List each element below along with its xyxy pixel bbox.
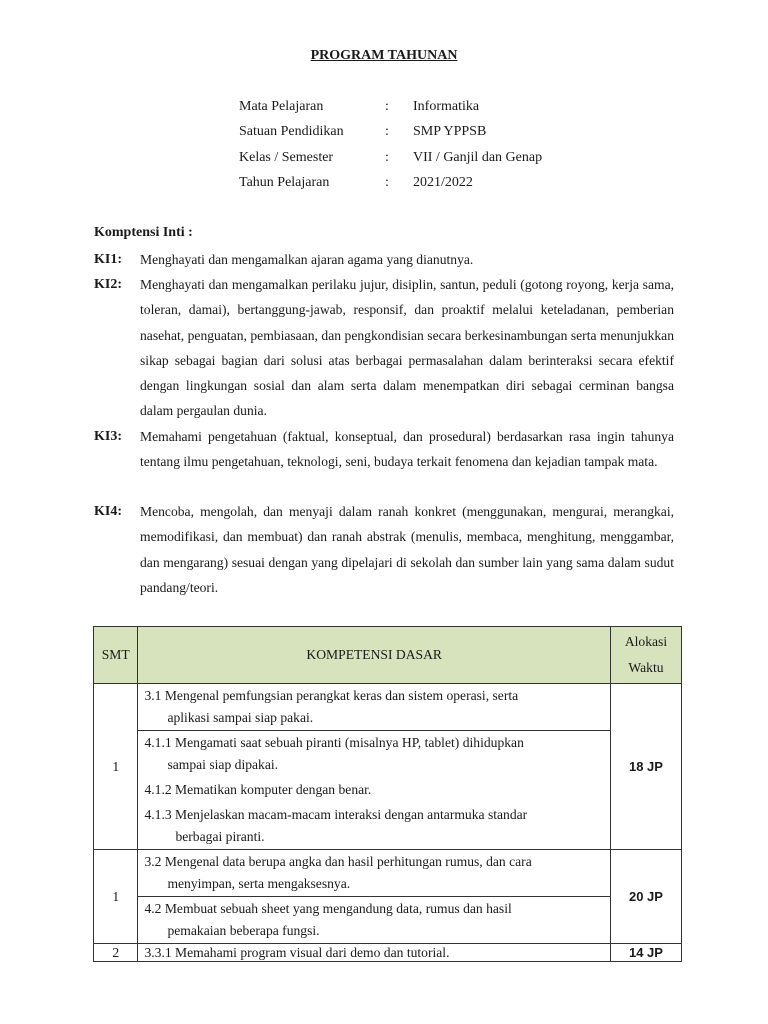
header-alokasi-line2: Waktu: [628, 660, 664, 675]
info-row-school: [239, 123, 542, 148]
header-kompetensi-dasar: KOMPETENSI DASAR: [138, 627, 611, 684]
table-header-row: [94, 627, 682, 684]
ki-code: KI2:: [94, 277, 122, 292]
ki-code: KI1:: [94, 252, 122, 267]
ki-code: KI4:: [94, 504, 122, 519]
header-alokasi-waktu: [610, 627, 681, 684]
info-colon: :: [385, 99, 389, 114]
cell-alokasi: 18 JP: [610, 684, 681, 850]
cell-smt: 1: [94, 850, 138, 944]
info-row-subject: [239, 98, 542, 123]
kd-item-continuation: aplikasi sampai siap pakai.: [167, 710, 314, 725]
header-smt: SMT: [94, 627, 138, 684]
info-colon: :: [385, 149, 389, 165]
ki-text: Menghayati dan mengamalkan ajaran agama yang dianutnya.: [140, 252, 474, 267]
info-row-class: [239, 149, 542, 174]
kd-item-text: 4.1.3 Menjelaskan macam-macam interaksi dengan antarmuka standar: [144, 807, 528, 822]
ki-text: Mencoba, mengolah, dan menyaji dalam ranah konkret (menggunakan, mengurai, merangkai, memodifikasi, dan membuat) dan ranah abstrak (menulis, membaca, menghitung, menggambar, dan mengarang) sesuai dengan yang dipelajari di sekolah dan sumber lain yang sama dalam sudut pandang/teori.: [140, 504, 674, 595]
kd-item-continuation: menyimpan, serta mengaksesnya.: [167, 876, 351, 891]
cell-alokasi: 14 JP: [610, 944, 681, 962]
cell-kompetensi: [138, 850, 611, 944]
info-label: Tahun Pelajaran: [239, 174, 330, 190]
cell-alokasi: 20 JP: [610, 850, 681, 944]
cell-kompetensi: [138, 684, 611, 850]
kd-item: [138, 730, 610, 849]
ki-item: [94, 499, 674, 600]
kd-item-continuation: pemakaian beberapa fungsi.: [167, 923, 320, 938]
kd-item-text: 4.1.1 Mengamati saat sebuah piranti (misalnya HP, tablet) dihidupkan: [144, 735, 524, 750]
document-title: PROGRAM TAHUNAN: [310, 48, 458, 63]
cell-smt: 2: [94, 944, 138, 962]
info-label: Satuan Pendidikan: [239, 124, 344, 140]
kd-item: [138, 896, 610, 943]
info-colon: :: [385, 124, 389, 140]
info-label: Mata Pelajaran: [239, 99, 324, 114]
table-row: [94, 850, 682, 944]
kd-item: [138, 684, 610, 730]
info-value: Informatika: [413, 99, 480, 114]
info-row-year: [239, 174, 542, 199]
table-row: [94, 684, 682, 850]
kd-item-text: 3.3.1 Memahami program visual dari demo dan tutorial.: [144, 944, 450, 960]
info-value: VII / Ganjil dan Genap: [413, 149, 543, 165]
info-colon: :: [385, 174, 389, 190]
ki-heading: Komptensi Inti :: [94, 225, 193, 240]
info-block: [239, 98, 542, 199]
header-alokasi-line1: Alokasi: [624, 634, 668, 649]
ki-item: [94, 272, 674, 424]
ki-code: KI3:: [94, 429, 122, 444]
ki-text: Menghayati dan mengamalkan perilaku jujur, disiplin, santun, peduli (gotong royong, kerja sama, toleran, damai), bertanggung-jawab, responsif, dan proaktif melalui keteladanan, pemberian nasehat, penguatan, pembiasaan, dan pengkondisian secara berkesinambungan serta menunjukkan sikap sebagai bagian dari solusi atas berbagai permasalahan dalam berinteraksi secara efektif dengan lingkungan sosial dan alam serta dalam menempatkan diri sebagai cerminan bangsa dalam pergaulan dunia.: [140, 277, 674, 419]
info-value: SMP YPPSB: [413, 124, 487, 140]
ki-text: Memahami pengetahuan (faktual, konseptual, dan prosedural) berdasarkan rasa ingin tahunya tentang ilmu pengetahuan, teknologi, seni, budaya terkait fenomena dan kejadian tampak mata.: [140, 429, 674, 470]
info-label: Kelas / Semester: [239, 149, 334, 165]
ki-item: [94, 247, 674, 272]
cell-kompetensi: [138, 944, 611, 962]
table-row: [94, 944, 682, 962]
kd-item-text: 4.1.2 Mematikan komputer dengan benar.: [144, 782, 372, 797]
kd-item-continuation: berbagai piranti.: [175, 829, 265, 844]
kd-item-text: 3.2 Mengenal data berupa angka dan hasil perhitungan rumus, dan cara: [144, 854, 532, 869]
info-value: 2021/2022: [413, 174, 473, 190]
kompetensi-table: [93, 626, 682, 962]
kd-item-text: 3.1 Mengenal pemfungsian perangkat keras dan sistem operasi, serta: [144, 688, 519, 703]
kd-item: [138, 850, 610, 896]
kd-item-continuation: sampai siap dipakai.: [167, 757, 279, 772]
ki-item: [94, 424, 674, 475]
kd-item-text: 4.2 Membuat sebuah sheet yang mengandung data, rumus dan hasil: [144, 901, 512, 916]
cell-smt: 1: [94, 684, 138, 850]
